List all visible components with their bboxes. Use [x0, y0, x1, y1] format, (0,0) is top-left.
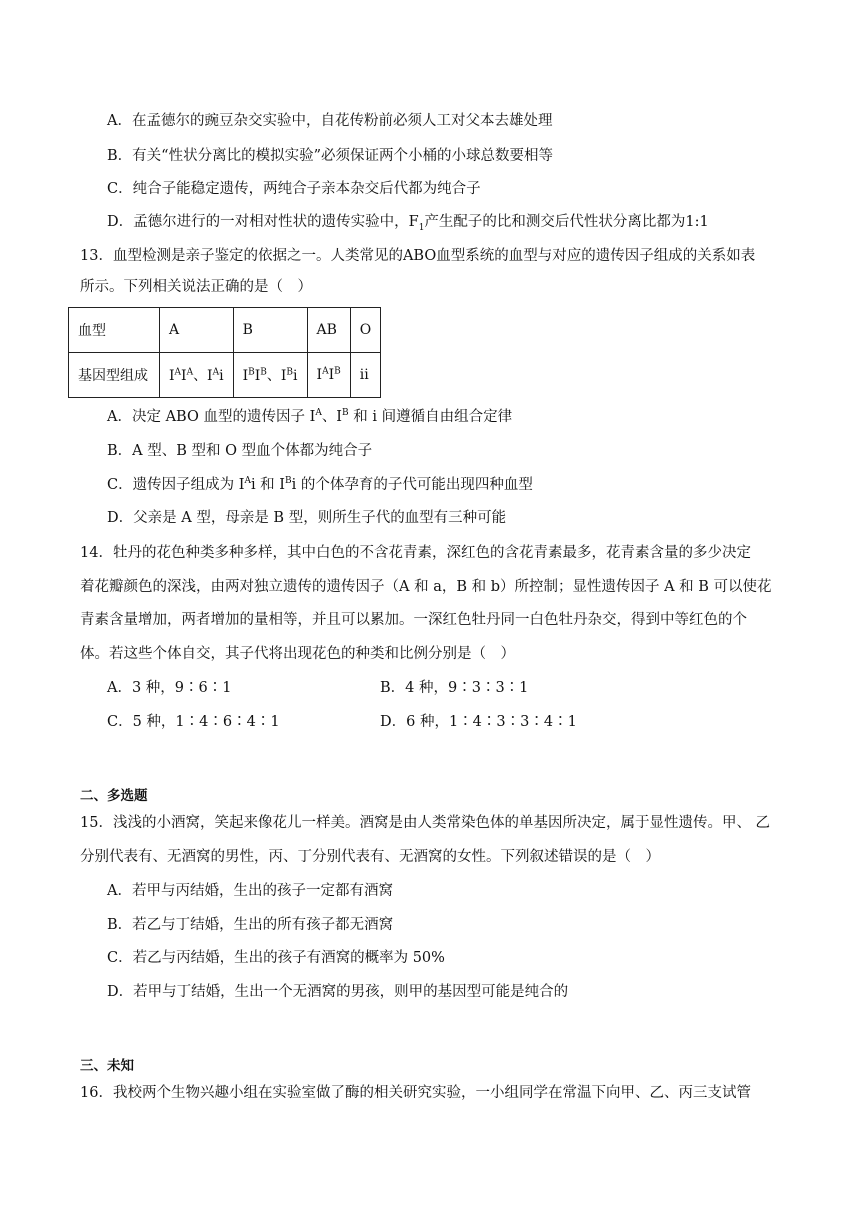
table-row	[69, 353, 381, 398]
superscript: A	[174, 367, 182, 378]
q12-option-a: A．在孟德尔的豌豆杂交实验中，自花传粉前必须人工对父本去雄处理	[107, 113, 553, 129]
text: i	[293, 368, 298, 384]
q12-option-b: B．有关“性状分离比的模拟实验”必须保证两个小桶的小球总数要相等	[107, 148, 553, 164]
q14-stem-line4: 体。若这些个体自交，其子代将出现花色的种类和比例分别是（ ）	[80, 646, 515, 662]
superscript: B	[260, 367, 267, 378]
q13-option-c	[107, 475, 533, 495]
q14-stem-line1: 14．牡丹的花色种类多种多样，其中白色的不含花青素，深红色的含花青素最多，花青素含量的多少决定	[80, 545, 751, 561]
superscript: B	[286, 367, 294, 378]
text: i 的个体孕育的子代可能出现四种血型	[291, 477, 533, 493]
blood-type-table	[68, 307, 381, 398]
q12-option-c: C．纯合子能稳定遗传，两纯合子亲本杂交后代都为纯合子	[107, 181, 481, 197]
superscript: B	[342, 408, 349, 419]
superscript: A	[212, 367, 220, 378]
q14-stem-line2: 着花瓣颜色的深浅，由两对独立遗传的遗传因子（A 和 a，B 和 b）所控制；显性遗传因子 A 和 B 可以使花	[80, 579, 772, 595]
q15-stem-line1: 15．浅浅的小酒窝，笑起来像花儿一样美。酒窝是由人类常染色体的单基因所决定，属于显性遗传。甲、 乙	[80, 815, 771, 831]
section-heading-multiple-choice: 二、多选题	[80, 788, 148, 804]
q15-option-b: B．若乙与丁结婚，生出的所有孩子都无酒窝	[107, 917, 394, 933]
q15-option-c: C．若乙与丙结婚，生出的孩子有酒窝的概率为 50%	[107, 950, 445, 966]
q12-option-d	[107, 212, 709, 232]
q13-stem-line1: 13．血型检测是亲子鉴定的依据之一。人类常见的ABO血型系统的血型与对应的遗传因子组成的关系如表	[80, 248, 756, 264]
superscript: A	[186, 367, 194, 378]
table-cell: 基因型组成	[69, 353, 160, 398]
text: I	[328, 367, 335, 383]
table-row	[69, 308, 381, 353]
text: 、I	[193, 368, 213, 384]
q15-option-a: A．若甲与丙结婚，生出的孩子一定都有酒窝	[107, 883, 393, 899]
text: 和 i 间遵循自由组合定律	[348, 409, 513, 425]
table-cell: O	[350, 308, 380, 353]
q14-stem-line3: 青素含量增加，两者增加的量相等，并且可以累加。一深红色牡丹同一白色牡丹杂交，得到中等红色的个	[80, 612, 747, 628]
q16-stem-line1: 16．我校两个生物兴趣小组在实验室做了酶的相关研究实验，一小组同学在常温下向甲、乙、丙三支试管	[80, 1085, 751, 1101]
subscript: 1	[418, 222, 425, 233]
text: C．遗传因子组成为 I	[107, 477, 245, 493]
q15-option-d: D．若甲与丁结婚，生出一个无酒窝的男孩，则甲的基因型可能是纯合的	[107, 984, 569, 1000]
text: I	[254, 368, 261, 384]
q13-stem-line2: 所示。下列相关说法正确的是（ ）	[80, 279, 312, 295]
text: D．孟德尔进行的一对相对性状的遗传实验中，F	[107, 214, 419, 230]
superscript: A	[315, 408, 322, 419]
superscript: B	[334, 366, 341, 377]
q14-option-b: B．4 种，9∶3∶3∶1	[380, 680, 529, 696]
section-heading-unknown: 三、未知	[80, 1058, 134, 1074]
text: 、I	[321, 409, 343, 425]
superscript: A	[244, 476, 251, 487]
text: 、I	[266, 368, 287, 384]
q13-option-b: B．A 型、B 型和 O 型血个体都为纯合子	[107, 443, 373, 459]
text: i 和 I	[250, 477, 286, 493]
text: I	[169, 368, 175, 384]
table-cell: A	[160, 308, 234, 353]
table-cell	[307, 353, 350, 398]
table-cell	[233, 353, 307, 398]
q14-option-c: C．5 种，1∶4∶6∶4∶1	[107, 714, 280, 730]
superscript: B	[285, 476, 292, 487]
table-cell	[160, 353, 234, 398]
table-cell: ii	[350, 353, 380, 398]
superscript: A	[322, 366, 329, 377]
q14-option-a: A．3 种，9∶6∶1	[107, 680, 232, 696]
table-cell: B	[233, 308, 307, 353]
q14-option-d: D．6 种，1∶4∶3∶3∶4∶1	[380, 714, 577, 730]
text: I	[316, 367, 323, 383]
text: 产生配子的比和测交后代性状分离比都为1:1	[424, 214, 709, 230]
q13-option-d: D．父亲是 A 型，母亲是 B 型，则所生子代的血型有三种可能	[107, 510, 507, 526]
text: I	[242, 368, 249, 384]
text: A．决定 ABO 血型的遗传因子 I	[107, 409, 316, 425]
text: i	[219, 368, 224, 384]
text: I	[181, 368, 187, 384]
q13-option-a	[107, 407, 512, 427]
table-cell: 血型	[69, 308, 160, 353]
superscript: B	[248, 367, 255, 378]
q15-stem-line2: 分别代表有、无酒窝的男性，丙、丁分别代表有、无酒窝的女性。下列叙述错误的是（ ）	[80, 849, 660, 865]
table-cell: AB	[307, 308, 350, 353]
